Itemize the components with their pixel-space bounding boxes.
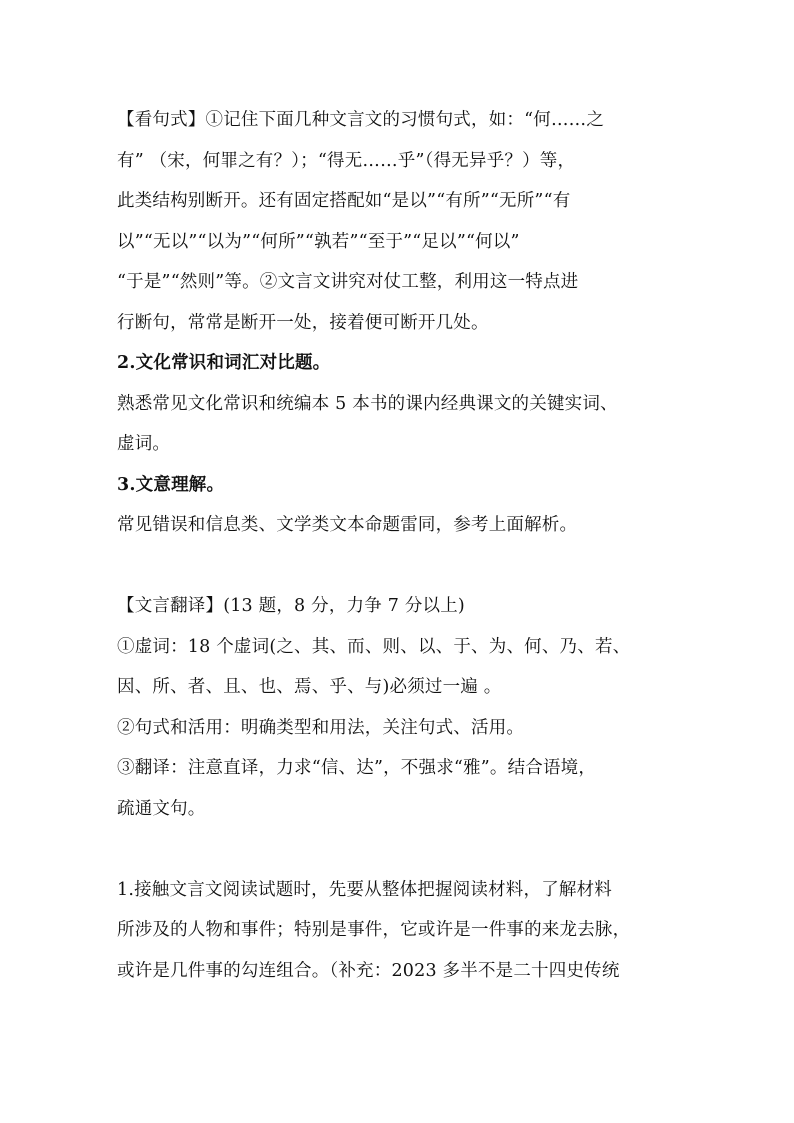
paragraph-line: 或许是几件事的勾连组合。（补充：2023 多半不是二十四史传统 [117, 960, 620, 981]
paragraph-line: ②句式和活用：明确类型和用法，关注句式、活用。 [117, 717, 525, 738]
paragraph-line: ①虚词：18 个虚词(之、其、而、则、以、于、为、何、乃、若、 [117, 636, 631, 657]
paragraph-line: 1.接触文言文阅读试题时，先要从整体把握阅读材料，了解材料 [117, 879, 612, 900]
paragraph-line: ③翻译：注意直译，力求“信、达”，不强求“雅”。结合语境， [117, 758, 597, 778]
meaning-section [117, 465, 697, 546]
reading-section [117, 870, 697, 992]
blank-line [117, 546, 697, 587]
paragraph-line: 因、所、者、且、也、焉、乎、与)必须过一遍 。 [117, 677, 502, 697]
paragraph-line: 【文言翻译】(13 题，8 分，力争 7 分以上) [117, 596, 465, 616]
paragraph-line: 虚词。 [117, 434, 171, 454]
paragraph-line: 常见错误和信息类、文学类文本命题雷同，参考上面解析。 [117, 515, 578, 535]
document-body [117, 100, 697, 991]
paragraph-line: 有” （宋，何罪之有？）；“得无……乎”（得无异乎？）等， [117, 150, 576, 171]
paragraph-line: 此类结构别断开。还有固定搭配如“是以”“有所”“无所”“有 [117, 191, 571, 211]
paragraph-line: 【看句式】①记住下面几种文言文的习惯句式，如：“何……之 [117, 110, 605, 130]
paragraph-line: “于是”“然则”等。②文言文讲究对仗工整，利用这一特点进 [117, 272, 579, 292]
culture-section [117, 343, 697, 465]
paragraph-line: 行断句，常常是断开一处，接着便可断开几处。 [117, 312, 489, 333]
paragraph-line: 以”“无以”“以为”“何所”“孰若”“至于”“足以”“何以” [117, 231, 520, 252]
translation-section [117, 586, 697, 829]
paragraph-line: 疏通文句。 [117, 798, 206, 819]
section-heading: 3.文意理解。 [117, 474, 225, 495]
blank-line [117, 829, 697, 870]
section-heading: 2.文化常识和词汇对比题。 [117, 353, 331, 373]
sentence-pattern-section [117, 100, 697, 343]
paragraph-line: 熟悉常见文化常识和统编本 5 本书的课内经典课文的关键实词、 [117, 393, 618, 414]
paragraph-line: 所涉及的人物和事件；特别是事件，它或许是一件事的来龙去脉， [117, 920, 631, 940]
